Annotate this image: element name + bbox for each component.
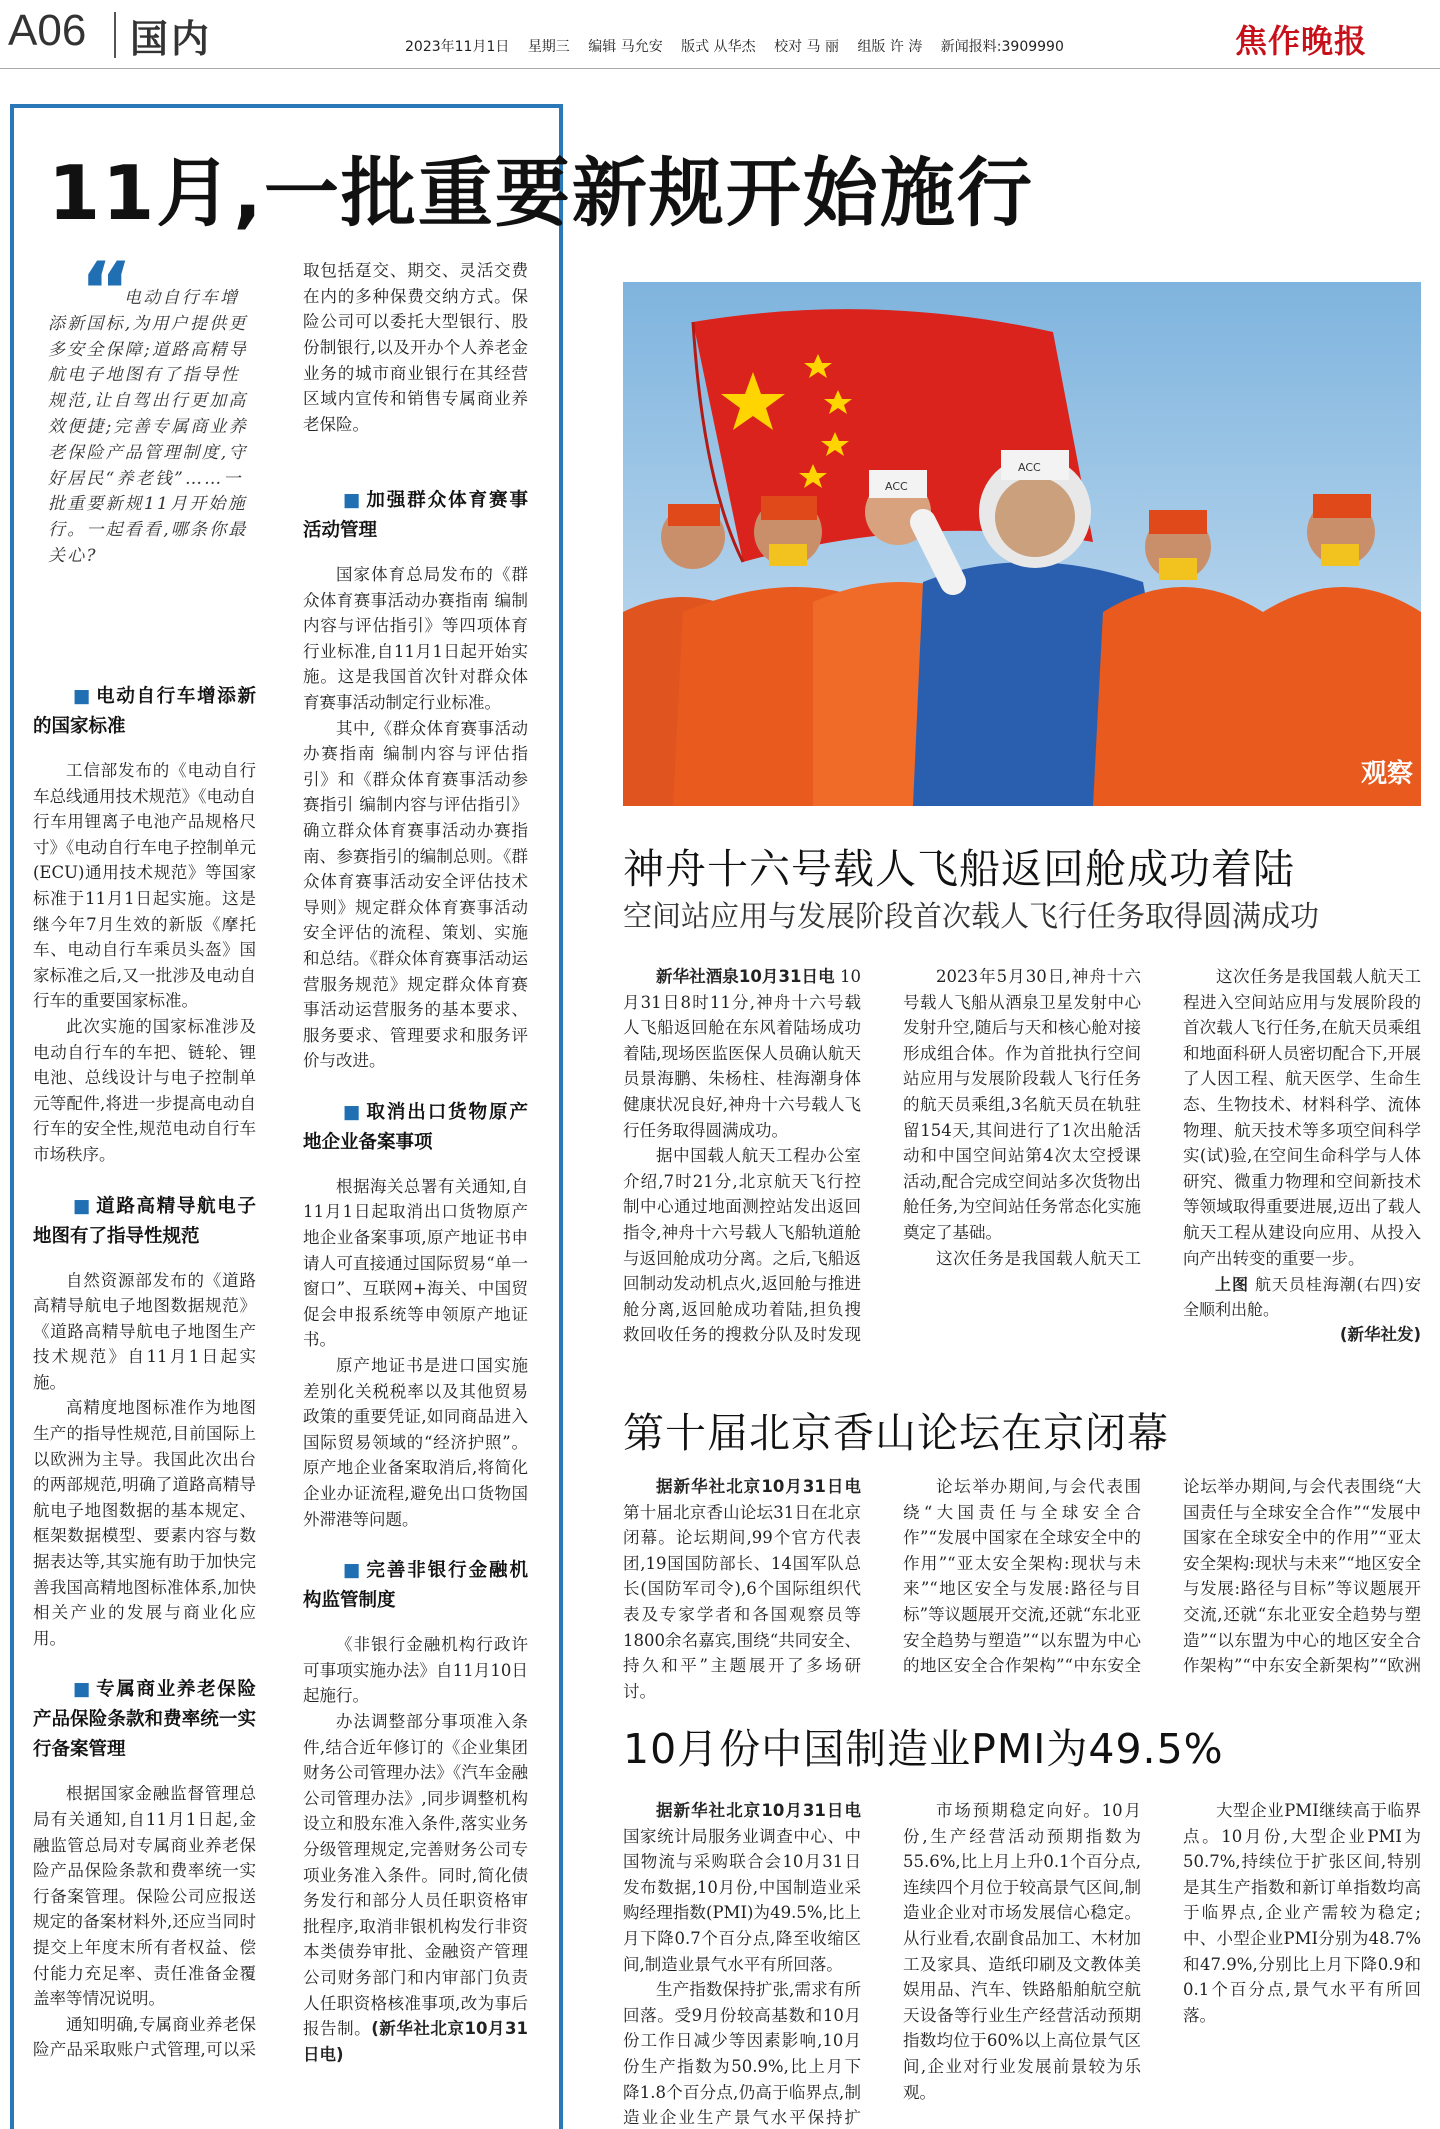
subhead-nonbank-finance: ■ 完善非银行金融机构监管制度 xyxy=(303,1560,528,1612)
caption-label: 上图 xyxy=(1215,1275,1249,1294)
article-title-pmi: 10月份中国制造业PMI为49.5% xyxy=(623,1725,1224,1773)
photo-caption: 上图 航天员桂海潮(右四)安全顺利出舱。 xyxy=(1183,1275,1421,1319)
subhead-pension-insurance: ■ 专属商业养老保险产品保险条款和费率统一实行备案管理 xyxy=(33,1679,256,1761)
proofreader: 校对 马 丽 xyxy=(774,39,839,55)
paragraph: 市场预期稳定向好。10月份,生产经营活动预期指数为55.6%,比上月上升0.1个百分点,连续四个月位于较高景气区间,制造业企业对市场发展信心稳定。从行业看,农副食品加工、木材加工及家具、造纸印刷及文教体美娱用品、汽车、铁路船舶航空航天设备等行业生产经营活动预期指数均位于60%以上高位景气区间,企业对行业发展前景较为乐观。 xyxy=(903,1801,1141,2102)
header-meta xyxy=(405,36,1205,56)
xiangshan-column-1 xyxy=(623,1474,861,1704)
issue-date: 2023年11月1日 xyxy=(405,39,510,55)
lead-intro-text: 电动自行车增添新国标,为用户提供更多安全保障;道路高精导航电子地图有了指导性规范,让自驾出行更加高效便捷;完善专属商业养老保险产品管理制度,守好居民“养老钱”……一批重要新规11月开始施行。一起看看,哪条你最关心? xyxy=(48,288,248,566)
article-title-xiangshan: 第十届北京香山论坛在京闭幕 xyxy=(623,1409,1169,1457)
square-bullet-icon: ■ xyxy=(73,1195,93,1217)
paragraph: 据中国载人航天工程办公室介绍,7时21分,北京航天飞行控制中心通过地面测控站发出返回指令,神舟十六号载人飞船轨道舱与返回舱成功分离。之后,飞船返回制动发动机点火,返回舱与推进舱分离,返回舱成功着陆,担负搜救回收任务的搜救分队及时发现 xyxy=(623,1146,861,1345)
quote-mark-icon: “ xyxy=(80,245,133,338)
square-bullet-icon: ■ xyxy=(343,1560,363,1582)
paragraph: 原产地证书是进口国实施差别化关税税率以及其他贸易政策的重要凭证,如同商品进入国际贸易领域的“经济护照”。原产地企业备案取消后,将简化企业办证流程,避免出口货物国外滞港等问题。 xyxy=(303,1356,528,1529)
paragraph: 据新华社北京10月31日电 第十届北京香山论坛31日在北京闭幕。论坛期间,99个官方代表团,19国国防部长、14国军队总长(国防军司令),6个国际组织代表及专家学者和各国观察员等1800余名嘉宾,围绕“共同安全、持久和平”主题展开了多场研讨。 xyxy=(623,1477,861,1701)
subhead-ebike: ■ 电动自行车增添新的国家标准 xyxy=(33,686,256,737)
pmi-column-1 xyxy=(623,1798,861,2128)
paragraph: 国家体育总局发布的《群众体育赛事活动办赛指南 编制内容与评估指引》等四项体育行业标准,自11月1日起开始实施。这是我国首次针对群众体育赛事活动制定行业标准。 xyxy=(303,565,528,712)
vest-text: 观察 xyxy=(1361,759,1414,789)
lead-intro xyxy=(48,286,254,570)
paragraph: 2023年5月30日,神舟十六号载人飞船从酒泉卫星发射中心发射升空,随后与天和核心舱对接形成组合体。作为首批执行空间站应用与发展阶段载人飞行任务的航天员乘组,3名航天员在轨驻留154天,其间进行了1次出舱活动和中国空间站第4次太空授课活动,配合完成空间站多次货物出舱任务,为空间站任务常态化实施奠定了基础。 xyxy=(903,967,1141,1242)
paragraph-continuation: 取包括趸交、期交、灵活交费在内的多种保费交纳方式。保险公司可以委托大型银行、股份制银行,以及开办个人养老金业务的城市商业银行在其经营区域内宣传和销售专属商业养老保险。 xyxy=(303,261,528,434)
layout-designer: 版式 从华杰 xyxy=(681,39,756,55)
subhead-hdmap: ■ 道路高精导航电子地图有了指导性规范 xyxy=(33,1195,256,1247)
section-name: 国内 xyxy=(130,17,213,61)
paragraph: 论坛举办期间,与会代表围绕“大国责任与全球安全合作”“发展中国家在全球安全中的作用”“亚太安全架构:现状与未来”“地区安全与发展:路径与目标”等议题展开交流,还就“东北亚安全趋势与塑造”“以东盟为中心的地区安全合作架构”“中东安全 xyxy=(903,1477,1141,1676)
cap-logo-text: ACC xyxy=(885,480,908,493)
pmi-column-3 xyxy=(1183,1798,1421,2128)
dateline: 新华社酒泉10月31日电 xyxy=(656,967,835,986)
subhead-origin-certificate: ■ 取消出口货物原产地企业备案事项 xyxy=(303,1101,528,1153)
paragraph: 此次实施的国家标准涉及电动自行车的车把、链轮、锂电池、总线设计与电子控制单元等配件,将进一步提高电动自行车的安全性,规范电动自行车市场秩序。 xyxy=(33,1016,256,1164)
square-bullet-icon: ■ xyxy=(73,686,93,707)
cap-logo-text-2: ACC xyxy=(1018,461,1041,474)
paragraph: 高精度地图标准作为地图生产的指导性规范,目前国际上以欧洲为主导。我国此次出台的两部规范,明确了道路高精导航电子地图数据的基本规定、框架数据模型、要素内容与数据表达等,其实施有助于加快完善我国高精地图标准体系,加快相关产业的发展与商业化应用。 xyxy=(33,1398,256,1648)
subhead-sports-events: ■ 加强群众体育赛事活动管理 xyxy=(303,490,528,541)
photo-credit: (新华社发) xyxy=(1339,1325,1421,1344)
lead-column-2 xyxy=(303,258,528,2067)
paragraph: 其中,《群众体育赛事活动办赛指南 编制内容与评估指引》和《群众体育赛事活动参赛指引 编制内容与评估指引》确立群众体育赛事活动办赛指南、参赛指引的编制总则。《群众体育赛事活动安全评估技术导则》规定群众体育赛事活动安全评估的流程、策划、实施和总结。《群众体育赛事活动运营服务规范》规定群众体育赛事活动运营服务的基本要求、服务要求、管理要求和服务评价与改进。 xyxy=(303,718,528,1071)
dateline: 据新华社北京10月31日电 xyxy=(656,1477,861,1496)
dateline: 据新华社北京10月31日电 xyxy=(656,1801,861,1820)
paragraph: 生产指数保持扩张,需求有所回落。受9月份较高基数和10月份工作日减少等因素影响,10月份生产指数为50.9%,比上月下降1.8个百分点,仍高于临界点,制造业企业生产景气水平保持扩 xyxy=(623,1980,861,2128)
lead-column-1 xyxy=(33,682,256,2062)
newspaper-logo: 焦作晚报 xyxy=(1235,22,1368,60)
paragraph: 据新华社北京10月31日电 国家统计局服务业调查中心、中国物流与采购联合会10月31日发布数据,10月份,中国制造业采购经理指数(PMI)为49.5%,比上月下降0.7个百分点,降至收缩区间,制造业景气水平有所回落。 xyxy=(623,1801,861,1974)
paragraph-continued: 通知明确,专属商业养老保险产品采取账户式管理,可以采 xyxy=(33,2014,256,2060)
shenzhou-column-3 xyxy=(1183,964,1421,1348)
paragraph: 自然资源部发布的《道路高精导航电子地图数据规范》《道路高精导航电子地图生产技术规范》自11月1日起实施。 xyxy=(33,1270,256,1392)
editor: 编辑 马允安 xyxy=(588,39,663,55)
news-photo xyxy=(623,282,1421,806)
square-bullet-icon: ■ xyxy=(73,1679,93,1701)
paragraph: 新华社酒泉10月31日电 10月31日8时11分,神舟十六号载人飞船返回舱在东风着陆场成功着陆,现场医监医保人员确认航天员景海鹏、朱杨柱、桂海潮身体健康状况良好,神舟十六号载人飞行任务取得圆满成功。 xyxy=(623,967,861,1140)
square-bullet-icon: ■ xyxy=(343,1101,363,1123)
lead-headline: 11月,一批重要新规开始施行 xyxy=(48,149,1034,237)
paragraph: 这次任务是我国载人航天工 xyxy=(936,1248,1141,1268)
shenzhou-column-2 xyxy=(903,964,1141,1374)
news-hotline: 新闻报料:3909990 xyxy=(940,39,1064,55)
article-subtitle-shenzhou: 空间站应用与发展阶段首次载人飞行任务取得圆满成功 xyxy=(623,899,1320,933)
paragraph: 工信部发布的《电动自行车总线通用技术规范》《电动自行车用锂离子电池产品规格尺寸》《电动自行车电子控制单元(ECU)通用技术规范》等国家标准于11月1日起实施。这是继今年7月生效的新版《摩托车、电动自行车乘员头盔》国家标准之后,又一批涉及电动自行车的重要国家标准。 xyxy=(33,761,256,1011)
header-divider xyxy=(114,12,116,58)
page-number: A06 xyxy=(8,6,87,55)
paragraph: 《非银行金融机构行政许可事项实施办法》自11月10日起施行。 xyxy=(303,1635,528,1706)
square-bullet-icon: ■ xyxy=(343,490,363,511)
xiangshan-column-3 xyxy=(1183,1474,1421,1680)
paragraph: 根据海关总署有关通知,自11月1日起取消出口货物原产地企业备案事项,原产地证书申请人可直接通过国际贸易“单一窗口”、互联网+海关、中国贸促会申报系统等申领原产地证书。 xyxy=(303,1176,528,1350)
xiangshan-column-2 xyxy=(903,1474,1141,1680)
page-header xyxy=(0,0,1440,72)
lead-credit: (新华社北京10月31日电) xyxy=(303,2019,529,2064)
paragraph: 大型企业PMI继续高于临界点。10月份,大型企业PMI为50.7%,持续位于扩张区间,特别是其生产指数和新订单指数均高于临界点,企业产需较为稳定;中、小型企业PMI分别为48.7%和47.9%,分别比上月下降0.9和0.1个百分点,景气水平有所回落。 xyxy=(1183,1801,1421,2025)
astronaut-landing-photo xyxy=(623,282,1421,806)
shenzhou-column-1 xyxy=(623,964,861,1349)
pmi-column-2 xyxy=(903,1798,1141,2128)
paragraph: 论坛举办期间,与会代表围绕“大国责任与全球安全合作”“发展中国家在全球安全中的作用”“亚太安全架构:现状与未来”“地区安全与发展:路径与目标”等议题展开交流,还就“东北亚安全趋势与塑造”“以东盟为中心的地区安全合作架构”“中东安全新架构”“欧洲 xyxy=(1183,1477,1421,1676)
paragraph: 这次任务是我国载人航天工程进入空间站应用与发展阶段的首次载人飞行任务,在航天员乘组和地面科研人员密切配合下,开展了人因工程、航天医学、生命生态、生物技术、材料科学、流体物理、航天技术等多项空间科学实(试)验,在空间生命科学与人体研究、微重力物理和空间新技术等领域取得重要进展,迈出了载人航天工程从建设向应用、从投入向产出转变的重要一步。 xyxy=(1183,967,1421,1268)
issue-weekday: 星期三 xyxy=(527,39,570,55)
typesetter: 组版 许 涛 xyxy=(857,39,923,55)
paragraph: 根据国家金融监督管理总局有关通知,自11月1日起,金融监管总局对专属商业养老保险产品保险条款和费率统一实行备案管理。保险公司应报送规定的备案材料外,还应当同时提交上年度末所有者权益、偿付能力充足率、责任准备金覆盖率等情况说明。 xyxy=(33,1784,256,2009)
header-rule xyxy=(0,68,1440,69)
paragraph: 办法调整部分事项准入条件,结合近年修订的《企业集团财务公司管理办法》《汽车金融公司管理办法》,同步调整机构设立和股东准入条件,落实业务分级管理规定,完善财务公司专项业务准入条件。同时,简化债务发行和部分人员任职资格审批程序,取消非银机构发行非资本类债券审批、金融资产管理公司财务部门和内审部门负责人任职资格核准事项,改为事后报告制。(新华社北京10月31日电) xyxy=(303,1711,529,2064)
article-title-shenzhou: 神舟十六号载人飞船返回舱成功着陆 xyxy=(623,845,1295,893)
